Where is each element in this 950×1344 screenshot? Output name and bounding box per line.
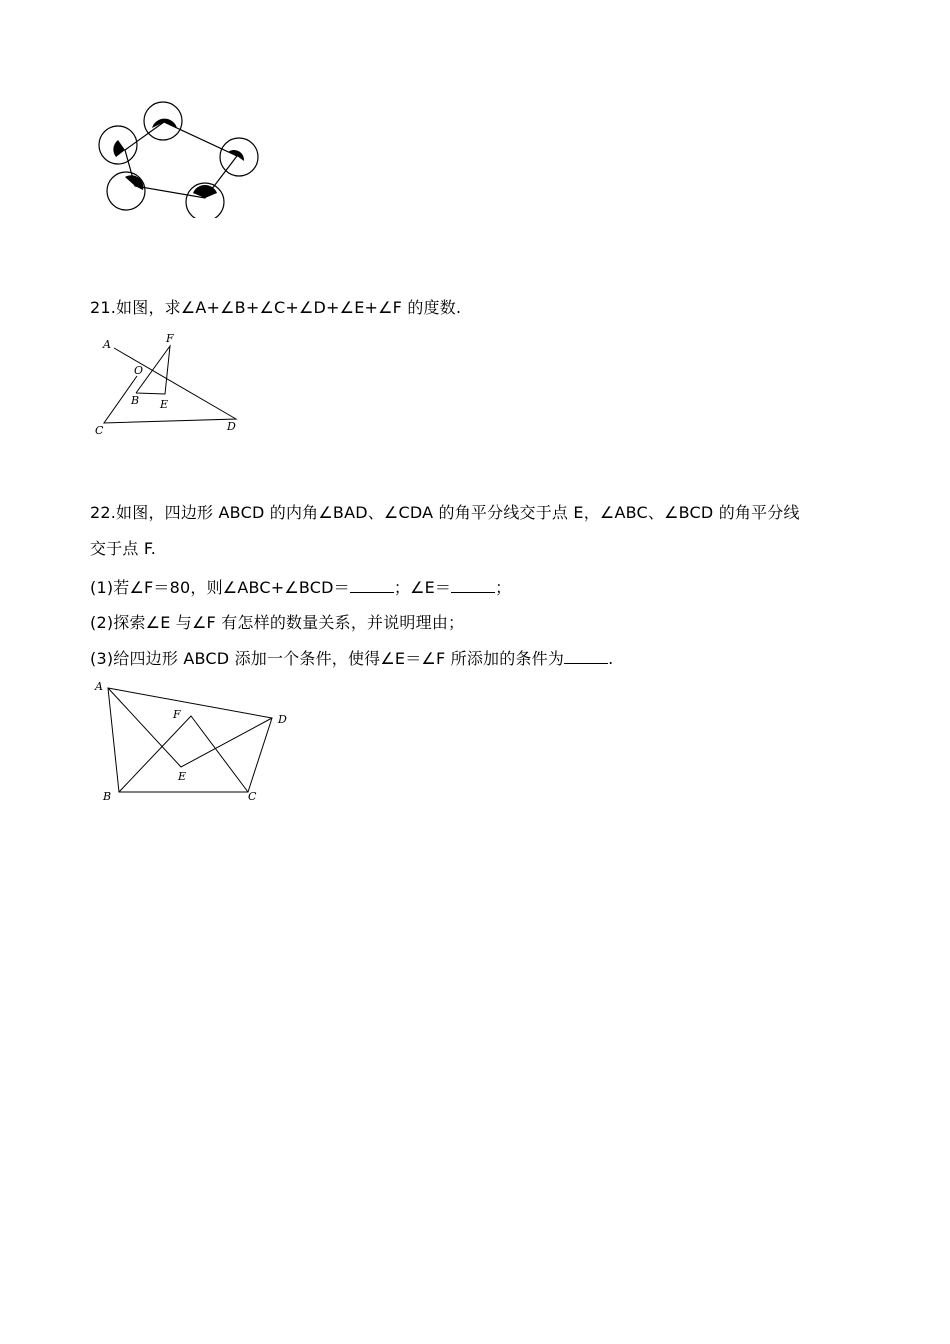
q22-part1 [90,578,511,598]
label-D: D [278,713,287,726]
angle-sector [113,140,125,157]
label-A: A [103,338,111,351]
label-D: D [227,420,236,433]
q22-line2: 交于点 F. [90,539,157,558]
label-O: O [134,364,144,377]
triangle-a-c-d [104,348,236,423]
angle-sector [228,150,244,161]
q22-line1: 22.如图，四边形 ABCD 的内角∠BAD、∠CDA 的角平分线交于点 E，∠ABC、∠BCD 的角平分线 [90,503,800,522]
q22-part2: (2)探索∠E 与∠F 有怎样的数量关系，并说明理由； [90,613,465,632]
q22-part1-text-b: ；∠E＝ [393,578,452,597]
label-A: A [95,680,103,693]
q21-figure [90,330,250,440]
answer-blank[interactable] [451,578,495,593]
label-F: F [166,332,174,345]
answer-blank[interactable] [564,649,608,664]
q22-part3-text-b: . [608,649,614,668]
angle-sector [125,175,143,190]
label-C: C [95,424,104,437]
pentagon-circles-figure [95,98,265,218]
label-E: E [178,770,187,783]
label-F: F [173,708,181,721]
q22-figure [90,676,300,806]
q22-part1-text-a: (1)若∠F＝80，则∠ABC+∠BCD＝ [90,578,350,597]
q22-part3 [90,649,613,669]
quadrilateral-abcd [108,688,272,792]
label-B: B [131,394,140,407]
label-B: B [103,790,112,803]
label-C: C [248,790,257,803]
q22-part3-text-a: (3)给四边形 ABCD 添加一个条件，使得∠E＝∠F 所添加的条件为 [90,649,565,668]
bisectors-a-e-d [108,688,272,767]
q22-part1-text-c: ； [495,578,512,597]
answer-blank[interactable] [350,578,394,593]
q21-text: 21.如图，求∠A+∠B+∠C+∠D+∠E+∠F 的度数. [90,298,462,317]
label-E: E [160,398,169,411]
